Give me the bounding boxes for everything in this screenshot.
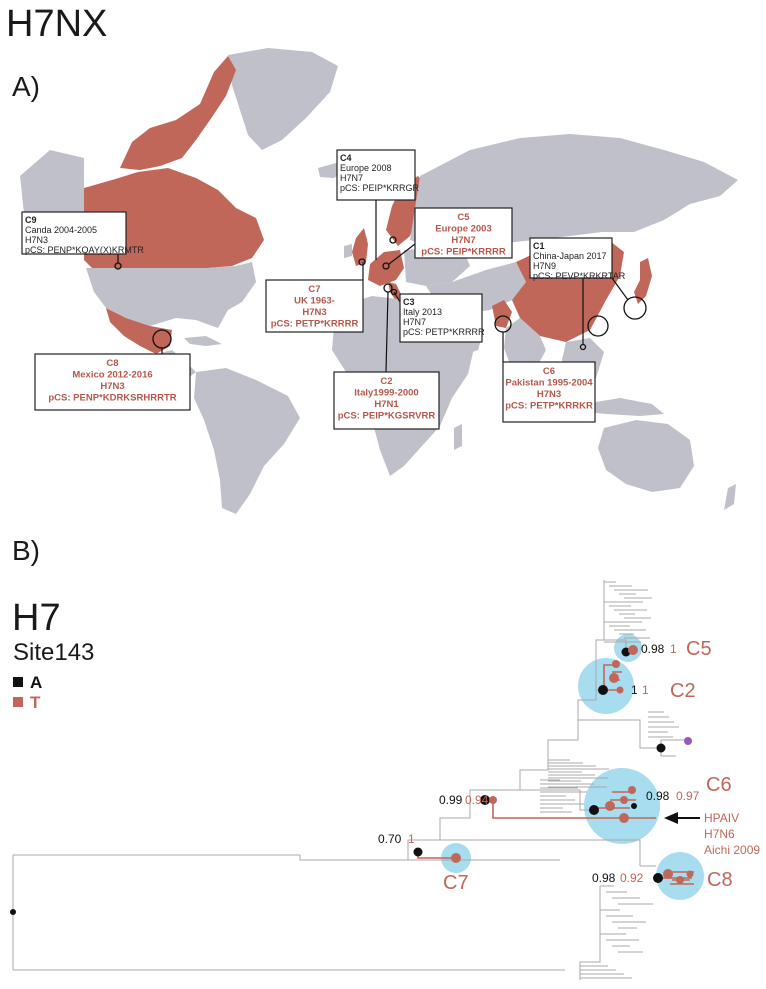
support-t-c7: 1 bbox=[408, 832, 415, 846]
callout-line: H7N7 bbox=[403, 317, 427, 327]
callout-line: Pakistan 1995-2004 bbox=[505, 377, 593, 389]
callout-line: Italy1999-2000 bbox=[354, 387, 419, 399]
callout-c3 bbox=[400, 294, 485, 342]
callout-line: pCS: PEIP*KGSRVRR bbox=[337, 410, 436, 422]
support-a-c5: 0.98 bbox=[641, 642, 665, 656]
alaska bbox=[20, 150, 84, 220]
annotation-line-3: Aichi 2009 bbox=[704, 843, 761, 857]
node-c7-a bbox=[414, 848, 423, 857]
node-c6-t2 bbox=[620, 796, 628, 804]
support-t-c6: 0.97 bbox=[676, 789, 700, 803]
node-purple bbox=[684, 737, 692, 745]
callout-line: C1 bbox=[533, 241, 545, 251]
support-t-c5: 1 bbox=[670, 642, 677, 656]
marker-japan bbox=[624, 297, 646, 319]
madagascar bbox=[454, 424, 462, 450]
support-a-c2: 1 bbox=[631, 683, 638, 697]
node-purple-parent bbox=[657, 744, 666, 753]
callout-line: C6 bbox=[542, 366, 556, 377]
canada-arctic bbox=[120, 56, 236, 170]
annotation-line-2: H7N6 bbox=[704, 827, 735, 841]
clade-label-c2: C2 bbox=[670, 680, 696, 702]
figure-title: H7NX bbox=[6, 3, 108, 45]
panel-b-label: B) bbox=[12, 535, 40, 566]
callout-c2 bbox=[334, 372, 439, 429]
callout-line: H7N9 bbox=[533, 261, 557, 271]
support-t-c2: 1 bbox=[642, 683, 649, 697]
node-c8-t2 bbox=[676, 876, 684, 884]
callout-c1 bbox=[530, 238, 626, 281]
callout-line: UK 1963- bbox=[294, 295, 335, 307]
node-c5-t bbox=[628, 645, 638, 655]
clade-label-c5: C5 bbox=[686, 638, 712, 660]
new-zealand bbox=[724, 484, 736, 510]
node-c2-t2 bbox=[612, 660, 620, 668]
callout-line: C4 bbox=[340, 153, 352, 163]
callout-line: Italy 2013 bbox=[403, 307, 443, 317]
callout-c4 bbox=[337, 150, 420, 200]
support-t-c8: 0.92 bbox=[620, 871, 644, 885]
legend-swatch-a bbox=[13, 677, 23, 687]
support-a-c8: 0.98 bbox=[592, 871, 616, 885]
callout-line: Europe 2003 bbox=[435, 223, 492, 235]
node-c6-t3 bbox=[628, 786, 636, 794]
node-c8-t3 bbox=[687, 871, 694, 878]
phylogenetic-tree bbox=[13, 580, 686, 980]
callout-line: H7N3 bbox=[100, 381, 125, 392]
callout-line: H7N1 bbox=[374, 399, 399, 410]
gene-label: H7 bbox=[12, 597, 61, 639]
ireland bbox=[344, 244, 352, 258]
callout-line: Mexico 2012-2016 bbox=[72, 369, 153, 381]
callout-c8 bbox=[35, 354, 190, 410]
australia bbox=[598, 420, 694, 492]
callout-line: C3 bbox=[403, 297, 415, 307]
support-a-c6: 0.98 bbox=[646, 789, 670, 803]
annotation-line-1: HPAIV bbox=[704, 811, 740, 825]
callout-line: H7N7 bbox=[451, 235, 476, 246]
legend-label-a: A bbox=[30, 673, 43, 692]
callout-c6 bbox=[503, 362, 595, 422]
caribbean bbox=[184, 336, 222, 346]
support-t-c6-parent: 0.94 bbox=[465, 793, 489, 807]
callout-line: pCS: PETP*KRRKR bbox=[505, 400, 593, 412]
node-c8-a bbox=[653, 873, 663, 883]
callout-line: Europe 2008 bbox=[340, 163, 392, 173]
node-c6-t1 bbox=[605, 801, 615, 811]
greenland bbox=[228, 48, 338, 150]
callout-line: H7N3 bbox=[302, 307, 327, 318]
arrow-left-icon bbox=[664, 812, 700, 824]
node-c2-t1 bbox=[609, 673, 619, 683]
europe-west bbox=[368, 250, 404, 286]
clade-label-c8: C8 bbox=[707, 869, 733, 891]
callout-line: C5 bbox=[457, 212, 470, 223]
callout-line: pCS: PENP*KDRKSRHRRTR bbox=[48, 392, 177, 404]
callout-line: China-Japan 2017 bbox=[533, 251, 607, 261]
callout-line: C2 bbox=[380, 376, 393, 387]
node-c2-t3 bbox=[617, 687, 624, 694]
legend-swatch-t bbox=[13, 697, 23, 707]
tree-branch-purple-stem bbox=[578, 720, 661, 748]
callout-c9 bbox=[22, 212, 144, 255]
callout-line: C7 bbox=[308, 284, 321, 295]
callout-line: pCS: PEVP*KRKRTAR bbox=[533, 271, 626, 281]
support-a-c6-parent: 0.99 bbox=[439, 793, 463, 807]
node-c6-a2 bbox=[631, 803, 637, 809]
node-c7-t bbox=[451, 853, 461, 863]
node-c8-t1 bbox=[663, 869, 673, 879]
leader-c1-japan bbox=[612, 278, 628, 300]
callout-line: H7N7 bbox=[340, 173, 364, 183]
node-c2-a bbox=[598, 685, 608, 695]
callout-c5 bbox=[415, 208, 512, 258]
site-label: Site143 bbox=[13, 639, 95, 666]
south-america bbox=[194, 368, 300, 514]
clade-label-c6: C6 bbox=[706, 774, 732, 796]
callout-line: C8 bbox=[106, 358, 119, 369]
callout-line: pCS: PETP*KRRRR bbox=[270, 318, 359, 330]
callout-line: pCS: PEIP*KRRGR bbox=[340, 183, 420, 193]
callout-line: C9 bbox=[25, 215, 37, 225]
indonesia bbox=[584, 398, 664, 416]
callout-line: pCS: PETP*KRRRR bbox=[403, 327, 485, 337]
node-root bbox=[10, 909, 16, 915]
callout-line: H7N3 bbox=[25, 235, 49, 245]
node-c6-a bbox=[589, 805, 599, 815]
panel-a-label: A) bbox=[12, 71, 40, 102]
callout-line: Canda 2004-2005 bbox=[25, 225, 98, 235]
support-a-c7: 0.70 bbox=[378, 832, 402, 846]
callout-line: pCS: PEIP*KRRRR bbox=[421, 246, 506, 258]
callout-line: pCS: PENP*KQAY(X)KRMTR bbox=[25, 245, 144, 255]
legend-label-t: T bbox=[30, 693, 41, 712]
node-c6-parent-t bbox=[489, 796, 497, 804]
legend bbox=[13, 673, 42, 712]
world-map bbox=[20, 48, 738, 514]
node-c6-t4 bbox=[619, 813, 629, 823]
callout-c7 bbox=[266, 280, 363, 332]
clade-label-c7: C7 bbox=[443, 872, 469, 894]
callout-line: H7N3 bbox=[536, 389, 562, 400]
